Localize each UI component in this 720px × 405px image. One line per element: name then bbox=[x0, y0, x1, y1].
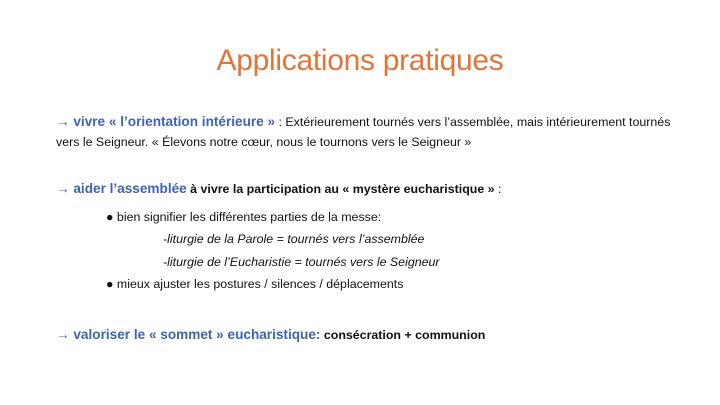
bullet-mass-parts: ● bien signifier les différentes parties de la messe: bbox=[106, 210, 382, 224]
sub-item-word-liturgy: -liturgie de la Parole = tournés vers l’assemblée bbox=[163, 232, 425, 246]
point-summit-heading: → valoriser le « sommet » eucharistique: bbox=[56, 327, 321, 342]
point-orientation bbox=[56, 112, 696, 152]
point-orientation-heading: → vivre « l’orientation intérieure » bbox=[56, 114, 276, 129]
point-summit-bold-text: consécration + communion bbox=[320, 328, 486, 342]
slide-title: Applications pratiques bbox=[216, 44, 504, 77]
point-assembly-bold-text: à vivre la participation au « mystère eucharistique » bbox=[186, 182, 495, 196]
point-orientation-text: : Extérieurement tournés vers l’assemblée, mais intérieurement tournés vers le Seigneur. « Élevons notre cœur, nous le tournons vers le Seigneur » bbox=[56, 115, 671, 149]
point-summit bbox=[56, 326, 696, 344]
bullet-postures: ● mieux ajuster les postures / silences / déplacements bbox=[106, 277, 404, 291]
point-assembly-heading: → aider l’assemblée bbox=[56, 181, 187, 196]
sub-item-eucharist-liturgy: -liturgie de l’Eucharistie = tournés vers le Seigneur bbox=[163, 255, 440, 269]
point-assembly bbox=[56, 181, 696, 196]
point-assembly-tail: : bbox=[494, 182, 502, 196]
